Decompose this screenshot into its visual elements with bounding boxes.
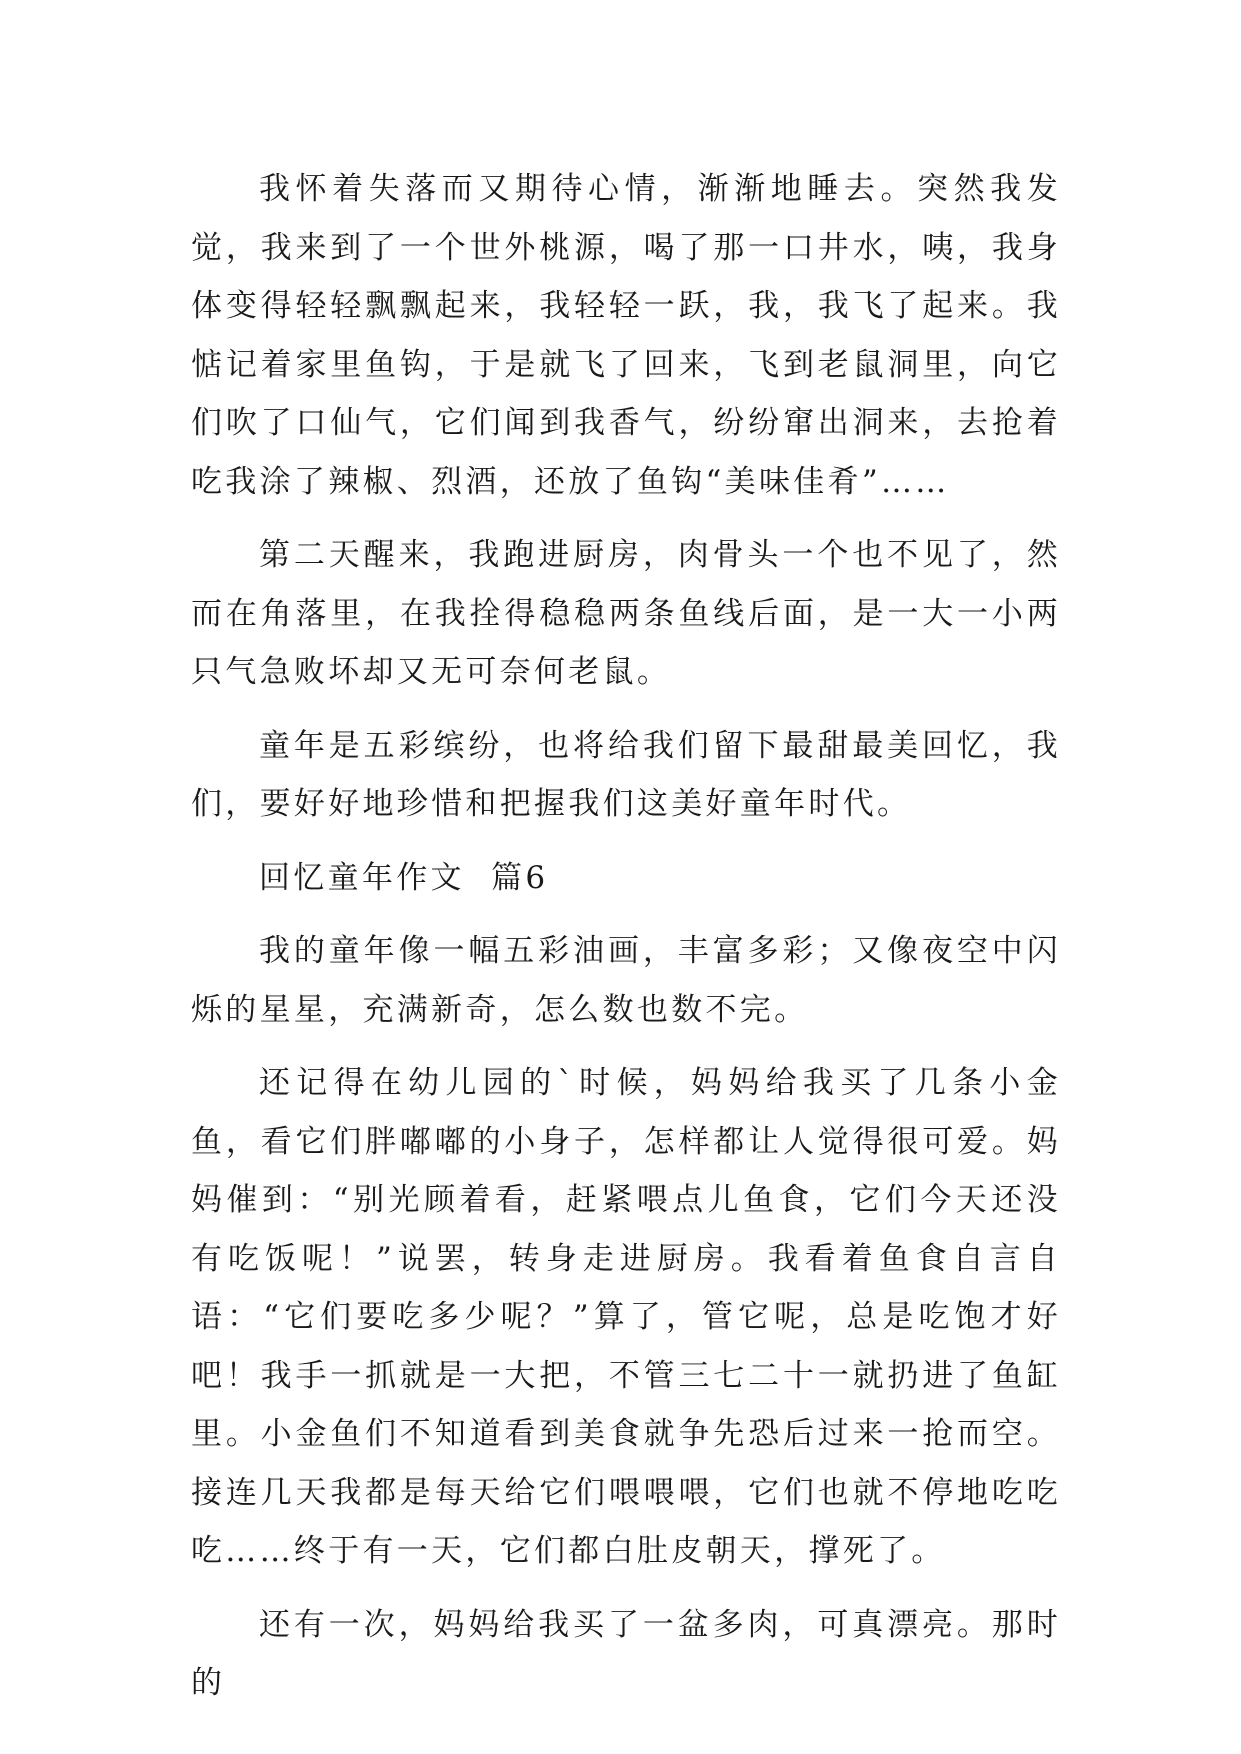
body-text — [191, 160, 1061, 1728]
paragraph: 第二天醒来，我跑进厨房，肉骨头一个也不见了，然而在角落里，在我拴得稳稳两条鱼线后面，是一大一小两只气急败坏却又无可奈何老鼠。 — [191, 537, 1061, 690]
paragraph: 童年是五彩缤纷，也将给我们留下最甜最美回忆，我们，要好好地珍惜和把握我们这美好童年时代。 — [191, 727, 1061, 822]
paragraph: 我怀着失落而又期待心情，渐渐地睡去。突然我发觉，我来到了一个世外桃源，喝了那一口井水，咦，我身体变得轻轻飘飘起来，我轻轻一跃，我，我飞了起来。我惦记着家里鱼钩，于是就飞了回来，飞到老鼠洞里，向它们吹了口仙气，它们闻到我香气，纷纷窜出洞来，去抢着吃我涂了辣椒、烈酒，还放了鱼钩“美味佳肴”…… — [191, 171, 1061, 500]
paragraph: 还记得在幼儿园的`时候，妈妈给我买了几条小金鱼，看它们胖嘟嘟的小身子，怎样都让人觉得很可爱。妈妈催到：“别光顾着看，赶紧喂点儿鱼食，它们今天还没有吃饭呢！”说罢，转身走进厨房。我看着鱼食自言自语：“它们要吃多少呢？”算了，管它呢，总是吃饱才好吧！我手一抓就是一大把，不管三七二十一就扔进了鱼缸里。小金鱼们不知道看到美食就争先恐后过来一抢而空。接连几天我都是每天给它们喂喂喂，它们也就不停地吃吃吃……终于有一天，它们都白肚皮朝天，撑死了。 — [191, 1065, 1061, 1569]
section-heading: 回忆童年作文 篇6 — [259, 859, 549, 896]
paragraph: 还有一次，妈妈给我买了一盆多肉，可真漂亮。那时的 — [191, 1606, 1061, 1701]
paragraph: 我的童年像一幅五彩油画，丰富多彩；又像夜空中闪烁的星星，充满新奇，怎么数也数不完。 — [191, 933, 1061, 1028]
